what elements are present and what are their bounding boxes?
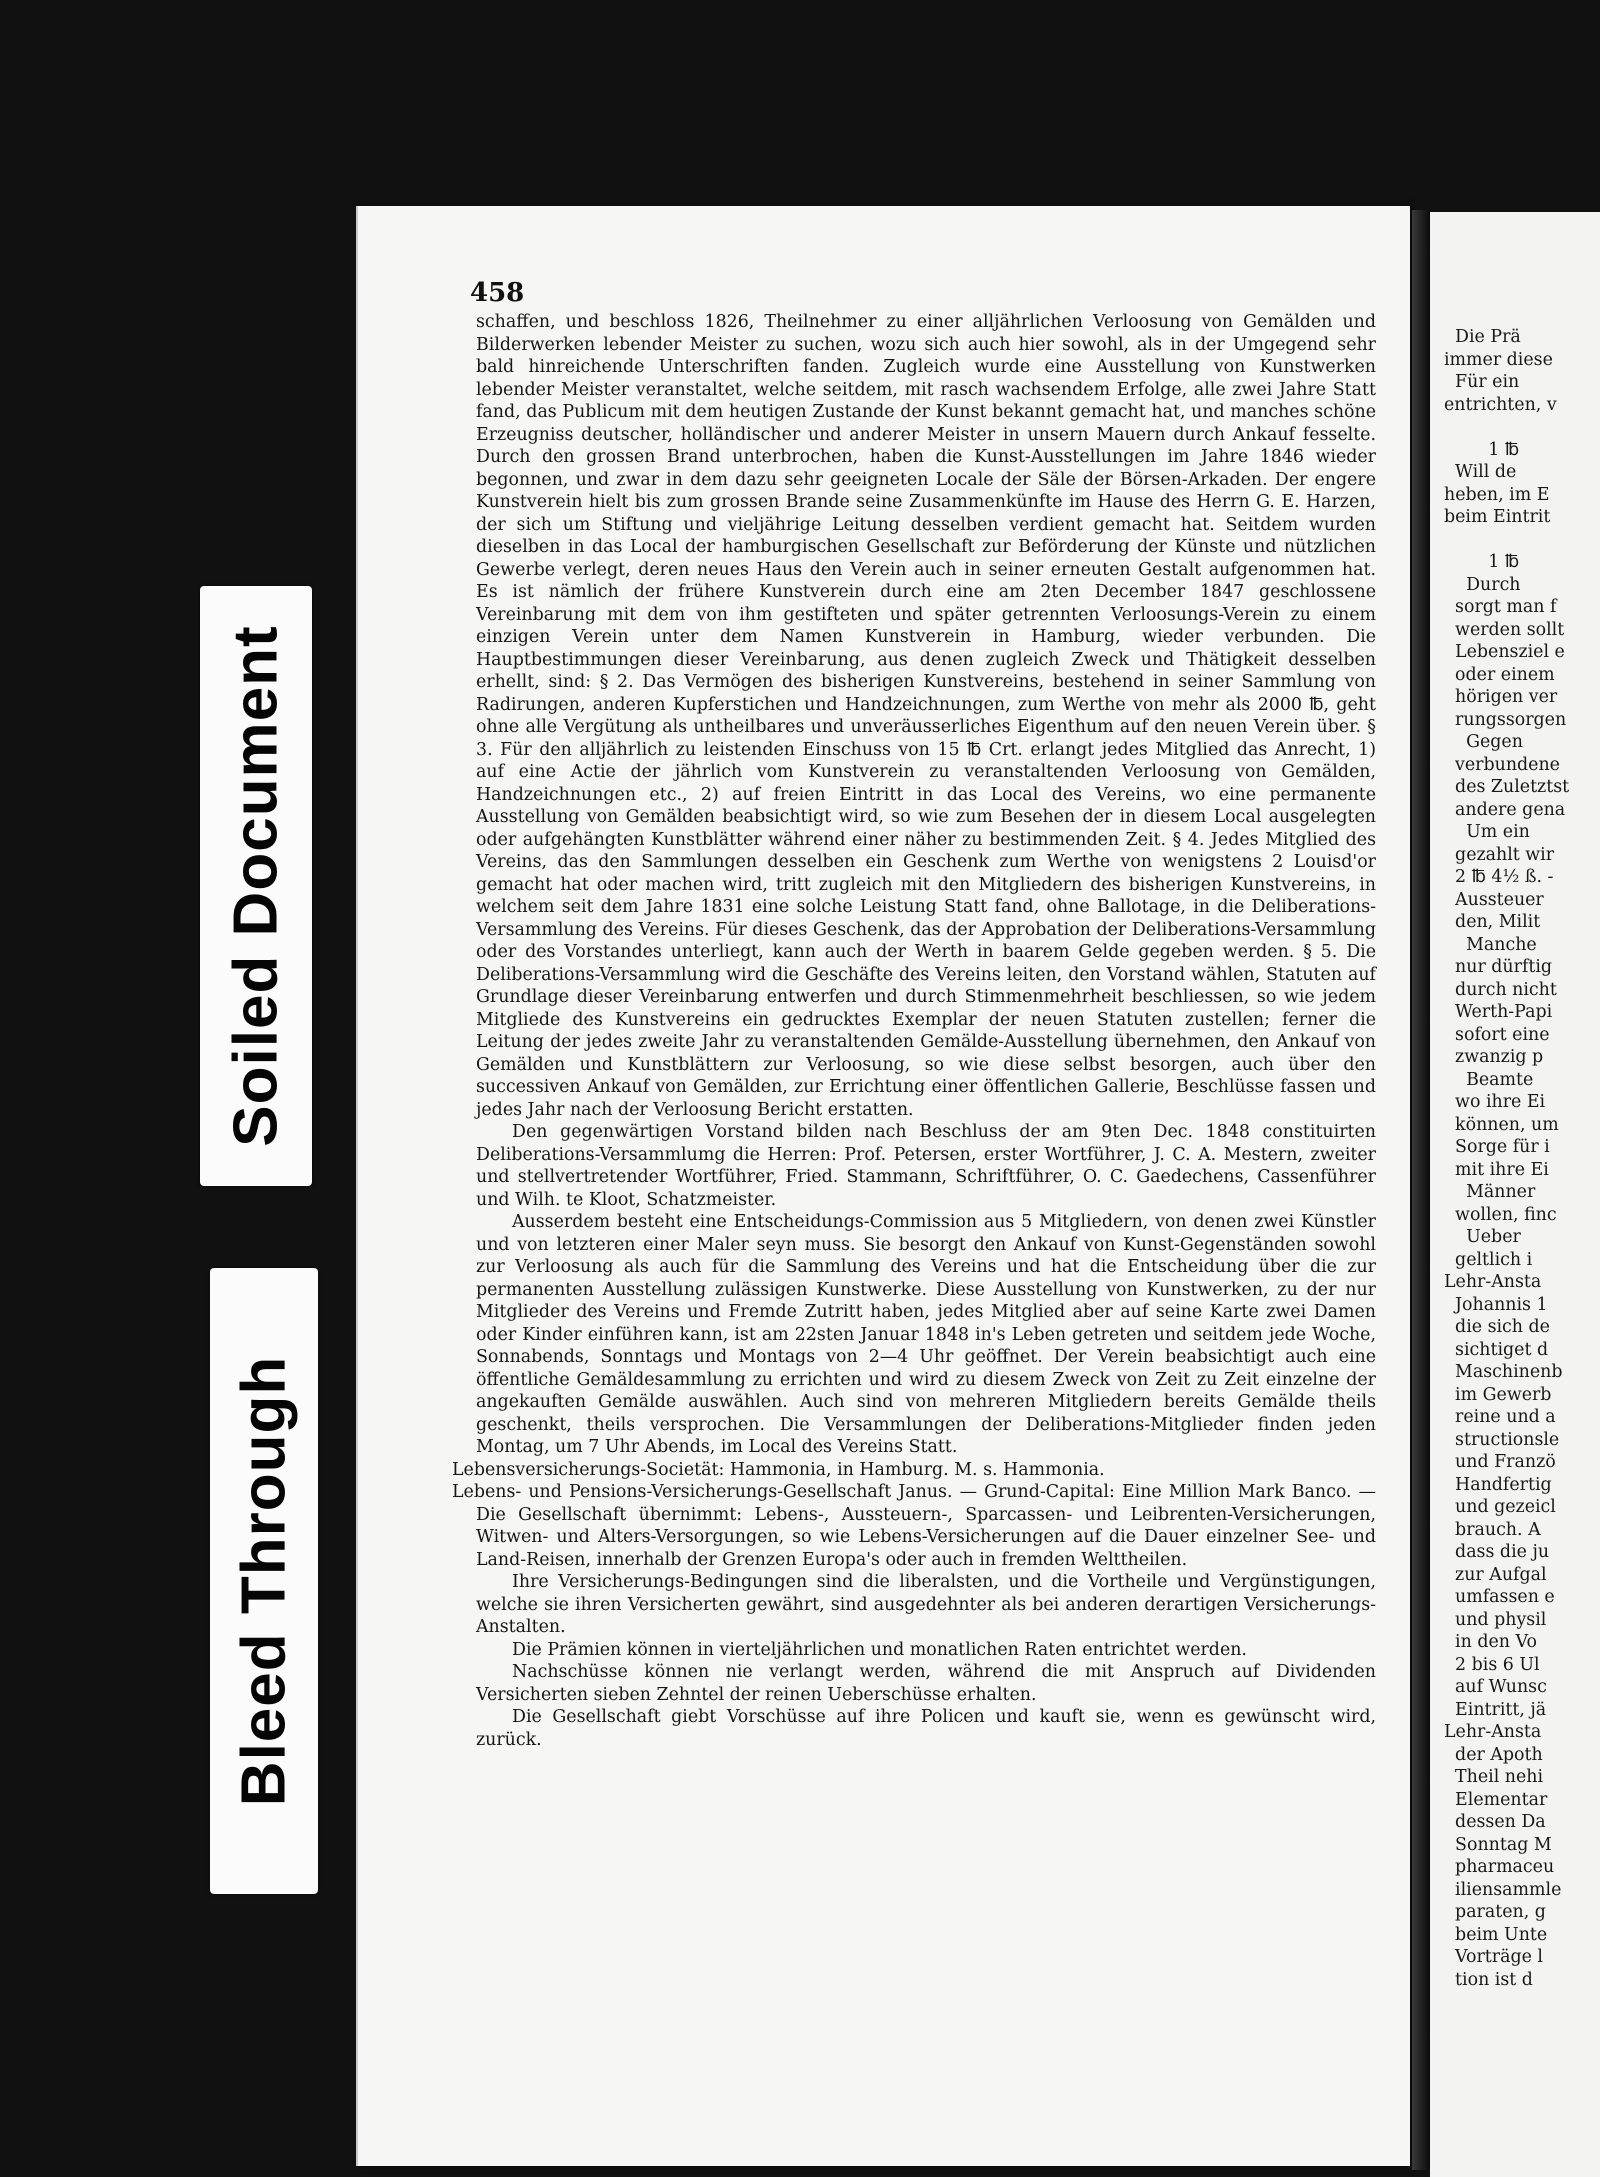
right-page-line: Will de bbox=[1444, 462, 1517, 482]
right-page-line: zur Aufgal bbox=[1444, 1564, 1547, 1585]
paragraph: Lebensversicherungs-Societät: Hammonia, in Hamburg. M. s. Hammonia. bbox=[452, 1459, 1105, 1480]
book-gutter bbox=[1412, 210, 1430, 2170]
right-page-line: Sonntag M bbox=[1444, 1834, 1552, 1855]
right-page-line: Elementar bbox=[1444, 1789, 1548, 1810]
right-page-line: zwanzig p bbox=[1444, 1047, 1544, 1067]
right-page-line: können, um bbox=[1444, 1114, 1559, 1135]
right-page-line: Theil nehi bbox=[1444, 1767, 1544, 1787]
right-page-line: paraten, g bbox=[1444, 1902, 1546, 1922]
right-page-line: immer diese bbox=[1444, 349, 1553, 370]
right-page-line: wollen, finc bbox=[1444, 1204, 1557, 1225]
paragraph: Nachschüsse können nie verlangt werden, während die mit Anspruch auf Dividenden Versicherten sieben Zehntel der reinen Ueberschüsse erhalten. bbox=[476, 1662, 1376, 1705]
right-page-line: im Gewerb bbox=[1444, 1384, 1552, 1405]
bleed-through-label bbox=[210, 1268, 318, 1894]
right-page-line: Durch bbox=[1444, 574, 1521, 595]
right-page-line: Handfertig bbox=[1444, 1474, 1552, 1495]
right-page-line: heben, im E bbox=[1444, 484, 1550, 505]
right-page-line: Die Prä bbox=[1444, 327, 1521, 347]
right-page-line: Aussteuer bbox=[1444, 889, 1544, 910]
right-page-line: entrichten, v bbox=[1444, 394, 1557, 415]
right-page-line: den, Milit bbox=[1444, 912, 1541, 932]
right-page-line: structionsle bbox=[1444, 1429, 1560, 1450]
right-page-line: der Apoth bbox=[1444, 1744, 1543, 1765]
right-page-line: brauch. A bbox=[1444, 1519, 1541, 1540]
right-page-line: Lehr-Ansta bbox=[1444, 1722, 1542, 1742]
right-page-line: pharmaceu bbox=[1444, 1857, 1555, 1877]
right-page-line: iliensammle bbox=[1444, 1879, 1562, 1900]
right-page-line: auf Wunsc bbox=[1444, 1677, 1547, 1697]
paragraph: schaffen, und beschloss 1826, Theilnehmer zu einer alljährlichen Verloosung von Gemälden und Bilderwerken lebender Meister zu suchen, wozu sich auch hier sowohl, als in der Umgegend sehr bald hinreichende Unterschriften fanden. Zugleich wurde eine Ausstellung von Kunstwerken lebender Meister veranstaltet, welche seitdem, mit rasch wachsendem Erfolge, alle zwei Jahre Statt fand, das Publicum mit dem heutigen Zustande der Kunst bekannt gemacht hat, und manches schöne Erzeugniss deutscher, holländischer und anderer Meister in unsern Mauern durch Ankauf fesselte. Durch den grossen Brand unterbrochen, haben die Kunst-Ausstellungen im Jahre 1846 wieder begonnen, und zwar in dem dazu sehr geeigneten Locale der Säle der Börsen-Arkaden. Der engere Kunstverein hielt bis zum grossen Brande seine Zusammenkünfte im Hause des Herrn G. E. Harzen, der sich um Stiftung und vieljährige Leitung desselben verdient gemacht hat. Seitdem wurden dieselben in das Local der hamburgischen Gesellschaft zur Beförderung der Künste und nützlichen Gewerbe verlegt, deren neues Haus den Verein auch in seiner erneuten Gestalt aufgenommen hat. Es ist nämlich der frühere Kunstverein durch eine am 2ten December 1847 geschlossene Vereinbarung mit dem von ihm gestifteten und später getrennten Verloosungs-Verein zu einem einzigen Verein unter dem Namen Kunstverein in Hamburg, wieder verbunden. Die Hauptbestimmungen dieser Vereinbarung, aus denen zugleich Zweck und Thätigkeit desselben erhellt, sind: § 2. Das Vermögen des bisherigen Kunstvereins, bestehend in seiner Sammlung von Radirungen, anderen Kupferstichen und Handzeichnungen, zum Werthe von mehr als 2000 ℔, geht ohne alle Vergütung als untheilbares und unveräusserliches Eigenthum auf den neuen Verein über. § 3. Für den alljährlich zu leistenden Einschuss von 15 ℔ Crt. erlangt jedes Mitglied das Anrecht, 1) auf eine Actie der jährlich vom Kunstverein zu veranstaltenden Verloosung von Gemälden, Handzeichnungen etc., 2) auf freien Eintritt in das Local des Vereins, wo eine permanente Ausstellung von Gemälden beabsichtigt wird, so wie zum Besehen der in diesem Local ausgelegten oder aufgehängten Kunstblätter während einer näher zu bestimmenden Zeit. § 4. Jedes Mitglied des Vereins, das den Sammlungen desselben ein Geschenk zum Werthe von wenigstens 2 Louisd'or gemacht hat oder machen wird, tritt zugleich mit den Mitgliedern des bisherigen Kunstvereins, in welchem seit dem Jahre 1831 eine solche Leistung Statt fand, ohne Ballotage, in die Deliberations-Versammlung des Vereins. Für dieses Geschenk, das der Approbation der Deliberations-Versammlung oder des Vorstandes unterliegt, kann auch der Werth in baarem Gelde gegeben werden. § 5. Die Deliberations-Versammlung wird die Geschäfte des Vereins leiten, den Vorstand wählen, Statuten auf Grundlage dieser Vereinbarung entwerfen und durch Stimmenmehrheit beschliessen, so wie jedem Mitgliede des Kunstvereins ein gedrucktes Exemplar der neuen Statuten zustellen; ferner die Leitung der jedes zweite Jahr zu veranstaltenden Gemälde-Ausstellung übernehmen, den Ankauf von Gemälden und Kunstblättern zur Verloosung, so wie diese selbst besorgen, auch über den successiven Ankauf von Gemälden, zur Errichtung einer öffentlichen Gallerie, Beschlüsse fassen und jedes Jahr nach der Verloosung Bericht erstatten. bbox=[476, 312, 1376, 1120]
right-page-line: verbundene bbox=[1444, 754, 1560, 775]
right-page-line: Um ein bbox=[1444, 822, 1530, 842]
right-page-line: Gegen bbox=[1444, 732, 1523, 752]
right-page-line: Für ein bbox=[1444, 372, 1520, 392]
right-page-fragment bbox=[1430, 212, 1600, 2177]
right-page-line: dessen Da bbox=[1444, 1812, 1546, 1832]
right-page-line: rungssorgen bbox=[1444, 709, 1567, 730]
right-page-line: 2 bis 6 Ul bbox=[1444, 1654, 1540, 1675]
paragraph: Ausserdem besteht eine Entscheidungs-Commission aus 5 Mitgliedern, von denen zwei Künstler und von letzteren einer Maler seyn muss. Sie besorgt den Ankauf von Kunst-Gegenständen sowohl zur Verloosung als auch für die Sammlung des Vereins und hat die Entscheidung über die zur permanenten Ausstellung zulässigen Kunstwerke. Diese Ausstellung von Kunstwerken, zu der nur Mitglieder des Vereins und Fremde Zutritt haben, jedes Mitglied aber auf seine Karte zwei Damen oder Kinder einführen kann, ist am 22sten Januar 1848 in's Leben getreten und seitdem jede Woche, Sonnabends, Sonntags und Montags von 2—4 Uhr geöffnet. Der Verein beabsichtigt auch eine öffentliche Gemäldesammlung zu errichten und wird zu diesem Zweck von Zeit zu Zeit einzelne der angekauften Gemälde auswählen. Auch sind von mehreren Mitgliedern bereits Gemälde theils geschenkt, theils versprochen. Die Versammlungen der Deliberations-Mitglieder finden jeden Montag, um 7 Uhr Abends, im Local des Vereins Statt. bbox=[476, 1212, 1376, 1457]
right-page-line: die sich de bbox=[1444, 1317, 1550, 1337]
right-page-line: hörigen ver bbox=[1444, 687, 1558, 707]
right-page-line: Lehr-Ansta bbox=[1444, 1272, 1542, 1292]
right-page-line: Beamte bbox=[1444, 1069, 1534, 1090]
right-page-line: 2 ℔ 4½ ß. - bbox=[1444, 867, 1554, 887]
right-page-line bbox=[1444, 416, 1600, 439]
right-page-line: Sorge für i bbox=[1444, 1137, 1550, 1157]
right-page-line: sofort eine bbox=[1444, 1024, 1550, 1045]
paragraph: Den gegenwärtigen Vorstand bilden nach Beschluss der am 9ten Dec. 1848 constituirten Deliberations-Versammlumg die Herren: Prof. Petersen, erster Wortführer, J. C. A. Mestern, zweiter und stellvertretender Wortführer, Fried. Stammann, Schriftführer, O. C. Gaedechens, Cassenführer und Wilh. te Kloot, Schatzmeister. bbox=[476, 1122, 1376, 1210]
paragraph: Ihre Versicherungs-Bedingungen sind die liberalsten, und die Vortheile und Vergünstigungen, welche sie ihren Versicherten gewährt, sind ausgedehnter als bei anderen derartigen Versicherungs-Anstalten. bbox=[476, 1572, 1376, 1637]
right-page-line: mit ihre Ei bbox=[1444, 1159, 1549, 1180]
right-page-line: beim Unte bbox=[1444, 1924, 1548, 1945]
right-text-column bbox=[1444, 326, 1600, 1991]
right-page-line: dass die ju bbox=[1444, 1542, 1550, 1562]
right-page-line: oder einem bbox=[1444, 664, 1555, 685]
paragraph: Die Gesellschaft giebt Vorschüsse auf ihre Policen und kauft sie, wenn es gewünscht wird, zurück. bbox=[476, 1707, 1376, 1750]
right-page-line: 1 ℔ bbox=[1444, 439, 1520, 460]
right-page-line: Ueber bbox=[1444, 1227, 1521, 1247]
right-page-line: tion ist d bbox=[1444, 1969, 1533, 1990]
right-page-line: werden sollt bbox=[1444, 619, 1565, 640]
paragraph: Lebens- und Pensions-Versicherungs-Gesellschaft Janus. — Grund-Capital: Eine Million Mark Banco. — Die Gesellschaft übernimmt: Lebens-, Aussteuern-, Sparcassen- und Leibrenten-Versicherungen, Witwen- und Alters-Versorgungen, so wie Lebens-Versicherungen auf die Dauer einzelner See- und Land-Reisen, innerhalb der Grenzen Europa's oder auch in fremden Welttheilen. bbox=[452, 1482, 1376, 1570]
right-page-line: gezahlt wir bbox=[1444, 844, 1555, 865]
right-page-line: nur dürftig bbox=[1444, 957, 1553, 977]
paragraph: Die Prämien können in vierteljährlichen und monatlichen Raten entrichtet werden. bbox=[512, 1639, 1247, 1660]
soiled-document-label bbox=[200, 586, 312, 1186]
right-page-line: geltlich i bbox=[1444, 1249, 1533, 1270]
soiled-document-label-text: Soiled Document bbox=[221, 625, 291, 1147]
page-number: 458 bbox=[470, 278, 525, 308]
right-page-line: Männer bbox=[1444, 1182, 1536, 1202]
bleed-through-label-text: Bleed Through bbox=[229, 1355, 299, 1807]
right-page-line: reine und a bbox=[1444, 1407, 1556, 1427]
right-page-line: umfassen e bbox=[1444, 1587, 1555, 1607]
right-page-line: Vorträge l bbox=[1444, 1947, 1543, 1967]
right-page-line: Lebensziel e bbox=[1444, 642, 1565, 662]
left-page bbox=[356, 206, 1410, 2166]
right-page-line: sichtiget d bbox=[1444, 1339, 1549, 1360]
right-page-line: in den Vo bbox=[1444, 1632, 1537, 1652]
right-page-line: und physil bbox=[1444, 1609, 1547, 1630]
main-text-column bbox=[452, 311, 1376, 1751]
right-page-line: des Zuletztst bbox=[1444, 777, 1570, 797]
right-page-line: und Franzö bbox=[1444, 1452, 1556, 1472]
right-page-line: und gezeicl bbox=[1444, 1497, 1556, 1517]
right-page-line: Werth-Papi bbox=[1444, 1002, 1553, 1022]
right-page-line: Maschinenb bbox=[1444, 1362, 1563, 1382]
right-page-line: Eintritt, jä bbox=[1444, 1699, 1547, 1720]
right-page-line: beim Eintrit bbox=[1444, 507, 1551, 527]
right-page-line: Manche bbox=[1444, 934, 1537, 955]
right-page-line: durch nicht bbox=[1444, 979, 1557, 1000]
right-page-line bbox=[1444, 529, 1600, 552]
right-page-line: wo ihre Ei bbox=[1444, 1092, 1546, 1112]
right-page-line: Johannis 1 bbox=[1444, 1294, 1548, 1315]
right-page-line: andere gena bbox=[1444, 799, 1566, 820]
right-page-line: 1 ℔ bbox=[1444, 552, 1520, 572]
right-page-line: sorgt man f bbox=[1444, 597, 1557, 617]
